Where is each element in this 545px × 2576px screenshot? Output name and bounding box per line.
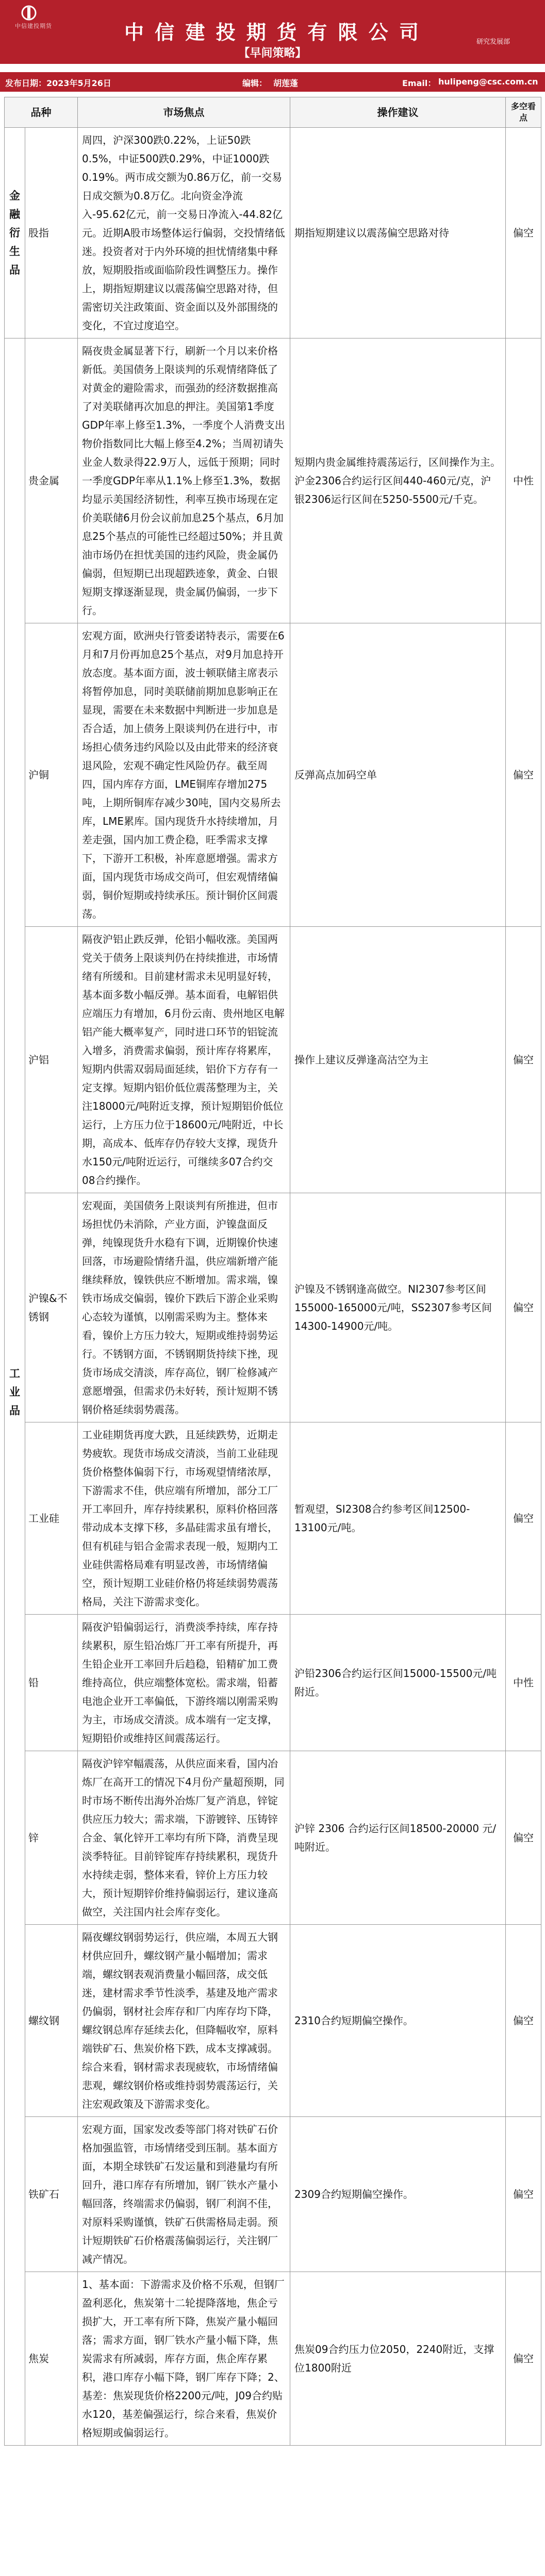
direction-cell: 偏空 bbox=[506, 623, 541, 927]
direction-cell: 偏空 bbox=[506, 1422, 541, 1615]
logo-text: 中信建投期货 bbox=[15, 23, 52, 29]
table-row bbox=[5, 623, 541, 927]
table-row bbox=[5, 1615, 541, 1751]
market-focus-cell: 隔夜沪铅偏弱运行，消费淡季持续，库存持续累积，原生铅冶炼厂开工率有所提升，再生铅企业开工率回升后趋稳，铅精矿加工费维持高位，供应端整体宽松。需求端，铅蓄电池企业开工率偏低，下游终端以刚需采购为主，市场成交清淡。成本端有一定支撑，短期铅价或维持区间震荡运行。 bbox=[78, 1615, 290, 1751]
direction-cell: 中性 bbox=[506, 1615, 541, 1751]
header-direction: 多空看点 bbox=[506, 97, 541, 128]
table-row bbox=[5, 1751, 541, 1925]
suggestion-cell: 焦炭09合约压力位2050，2240附近，支撑位1800附近 bbox=[290, 2272, 506, 2446]
market-focus-cell: 宏观方面，欧洲央行管委诺特表示，需要在6月和7月份再加息25个基点，对9月加息持开放态度。基本面方面，波士顿联储主席表示将暂停加息，同时美联储前期加息影响正在显现，需要在未来数据中判断进一步加息是否合适，加上债务上限谈判仍在进行中，市场担心债务违约风险以及由此带来的经济衰退风险，宏观不确定性风险仍存。截至周四，国内库存方面，LME铜库存增加275吨，上期所铜库存减少30吨，国内交易所去库，LME累库。国内现货升水持续增加，月差走强，国内加工费企稳，旺季需求支撑下，下游开工积极，补库意愿增强。需求方面，国内现货市场成交尚可，但宏观情绪偏弱，铜价短期或持续承压。预计铜价区间震荡。 bbox=[78, 623, 290, 927]
table-row bbox=[5, 1193, 541, 1422]
variety-cell: 沪镍&不锈钢 bbox=[25, 1193, 78, 1422]
direction-cell: 偏空 bbox=[506, 2117, 541, 2272]
table-row bbox=[5, 2117, 541, 2272]
suggestion-cell: 沪锌 2306 合约运行区间18500-20000 元/吨附近。 bbox=[290, 1751, 506, 1925]
variety-cell: 沪铝 bbox=[25, 927, 78, 1193]
email-address[interactable]: hulipeng@csc.com.cn bbox=[438, 77, 538, 87]
suggestion-cell: 2310合约短期偏空操作。 bbox=[290, 1925, 506, 2117]
table-row bbox=[5, 1925, 541, 2117]
suggestion-cell: 短期内贵金属维持震荡运行，区间操作为主。沪金2306合约运行区间440-460元/克，沪银2306运行区间在5250-5500元/千克。 bbox=[290, 338, 506, 623]
variety-cell: 锌 bbox=[25, 1751, 78, 1925]
suggestion-cell: 反弹高点加码空单 bbox=[290, 623, 506, 927]
market-focus-cell: 工业硅期货再度大跌，且延续跌势，近期走势疲软。现货市场成交清淡，当前工业硅现货价格整体偏弱下行，市场观望情绪浓厚，下游需求不佳，供应端有所增加，部分工厂开工率回升，库存持续累积，原料价格回落带动成本支撑下移，多晶硅需求虽有增长，但有机硅与铝合金需求表现一般，短期内工业硅供需格局难有明显改善，市场情绪偏空，预计短期工业硅价格仍将延续弱势震荡格局，关注下游需求变化。 bbox=[78, 1422, 290, 1615]
strategy-table bbox=[4, 97, 541, 2446]
suggestion-cell: 期指短期建议以震荡偏空思路对待 bbox=[290, 128, 506, 338]
market-focus-cell: 周四，沪深300跌0.22%，上证50跌0.5%，中证500跌0.29%，中证1000跌0.19%。两市成交额为0.86万亿，前一交易日成交额为0.8万亿。北向资金净流入-95.62亿元，前一交易日净流入-44.82亿元。近期A股市场整体运行偏弱，交投情绪低迷。投资者对于内外环境的担忧情绪集中释放，短期股指或面临阶段性调整压力。操作上，期指短期建议以震荡偏空思路对待，但需密切关注政策面、资金面以及外部围绕的变化，不宜过度追空。 bbox=[78, 128, 290, 338]
table-row bbox=[5, 128, 541, 338]
company-name: 中 信 建 投 期 货 有 限 公 司 bbox=[124, 21, 421, 44]
market-focus-cell: 1、基本面：下游需求及价格不乐观，但钢厂盈利恶化，焦炭第十二轮提降落地，焦企亏损扩大，开工率有所下降，焦炭产量小幅回落；需求方面，钢厂铁水产量小幅下降，焦炭需求有所减弱，库存方面，焦企库存累积，港口库存小幅下降，钢厂库存下降；2、基差：焦炭现货价格2200元/吨，J09合约贴水120，基差偏强运行，综合来看，焦炭价格短期或偏弱运行。 bbox=[78, 2272, 290, 2446]
variety-cell: 铅 bbox=[25, 1615, 78, 1751]
publish-date: 2023年5月26日 bbox=[46, 78, 111, 88]
editor-label: 编辑： bbox=[242, 78, 268, 88]
market-focus-cell: 隔夜沪铝止跌反弹，伦铝小幅收涨。美国两党关于债务上限谈判仍在持续推进，市场情绪有所缓和。目前建材需求未见明显好转，基本面多数小幅反弹。基本面看，电解铝供应端压力有增加，6月份云南、贵州地区电解铝产能大概率复产，同时进口环节的铝锭流入增多，消费需求偏弱，预计库存将累库，短期内供需双弱局面延续，铝价下方存有一定支撑。短期内铝价低位震荡整理为主，关注18000元/吨附近支撑，预计短期铝价低位运行，上方压力位于18600元/吨附近，中长期，高成本、低库存仍存较大支撑，现货升水150元/吨附近运行，可继续多07合约交08合约操作。 bbox=[78, 927, 290, 1193]
direction-cell: 偏空 bbox=[506, 128, 541, 338]
section-label: 工业品 bbox=[5, 338, 25, 2446]
direction-cell: 偏空 bbox=[506, 1751, 541, 1925]
direction-cell: 偏空 bbox=[506, 2272, 541, 2446]
market-focus-cell: 隔夜螺纹钢弱势运行，供应端，本周五大钢材供应回升，螺纹钢产量小幅增加；需求端，螺纹钢表观消费量小幅回落，成交低迷，建材需求季节性淡季，基建及地产需求仍偏弱，钢材社会库存和厂内库存均下降，螺纹钢总库存延续去化，但降幅收窄，原料端铁矿石、焦炭价格下跌，成本支撑减弱。综合来看，钢材需求表现疲软，市场情绪偏悲观，螺纹钢价格或维持弱势震荡运行，关注宏观政策及下游需求变化。 bbox=[78, 1925, 290, 2117]
table-row bbox=[5, 2272, 541, 2446]
variety-cell: 工业硅 bbox=[25, 1422, 78, 1615]
market-focus-cell: 宏观面，美国债务上限谈判有所推进，但市场担忧仍未消除，产业方面，沪镍盘面反弹，纯镍现货升水稳有下调，近期镍价快速回落，市场避险情绪升温，供应端新增产能继续释放，镍铁供应不断增加。需求端，镍铁市场成交偏弱，镍价下跌后下游企业采购心态较为谨慎，以刚需采购为主。整体来看，镍价上方压力较大，短期或维持弱势运行。不锈钢方面，不锈钢期货持续下挫，现货市场成交清淡，库存高位，钢厂检修减产意愿增强，但需求仍未好转，预计短期不锈钢价格延续弱势震荡。 bbox=[78, 1193, 290, 1422]
suggestion-cell: 2309合约短期偏空操作。 bbox=[290, 2117, 506, 2272]
email-label: Email： bbox=[402, 78, 436, 88]
suggestion-cell: 沪铅2306合约运行区间15000-15500元/吨附近。 bbox=[290, 1615, 506, 1751]
table-header-row bbox=[5, 97, 541, 128]
variety-cell: 股指 bbox=[25, 128, 78, 338]
suggestion-cell: 暂观望，SI2308合约参考区间12500-13100元/吨。 bbox=[290, 1422, 506, 1615]
table-row bbox=[5, 338, 541, 623]
suggestion-cell: 操作上建议反弹逢高沽空为主 bbox=[290, 927, 506, 1193]
market-focus-cell: 宏观方面，国家发改委等部门将对铁矿石价格加强监管，市场情绪受到压制。基本面方面，本期全球铁矿石发运量和到港量均有所回升，港口库存有所增加，钢厂铁水产量小幅回落，终端需求仍偏弱，钢厂利润不佳，对原料采购谨慎，铁矿石供需格局走弱。预计短期铁矿石价格震荡偏弱运行，关注钢厂减产情况。 bbox=[78, 2117, 290, 2272]
editor-name: 胡莲蓬 bbox=[273, 78, 299, 88]
suggestion-cell: 沪镍及不锈钢逢高做空。NI2307参考区间155000-165000元/吨，SS2307参考区间14300-14900元/吨。 bbox=[290, 1193, 506, 1422]
market-focus-cell: 隔夜沪锌窄幅震荡，从供应面来看，国内冶炼厂在高开工的情况下4月份产量超预期，同时市场不断传出海外冶炼厂复产消息，锌锭供应压力较大；需求端，下游镀锌、压铸锌合金、氧化锌开工率均有所下降，消费呈现淡季特征。目前锌锭库存持续累积，现货升水持续走弱，整体来看，锌价上方压力较大，预计短期锌价维持偏弱运行，建议逢高做空，关注国内社会库存变化。 bbox=[78, 1751, 290, 1925]
header-variety: 品种 bbox=[5, 97, 78, 128]
header-banner bbox=[0, 0, 545, 64]
header-suggestion: 操作建议 bbox=[290, 97, 506, 128]
direction-cell: 偏空 bbox=[506, 1925, 541, 2117]
table-row bbox=[5, 1422, 541, 1615]
section-label: 金融衍生品 bbox=[5, 128, 25, 338]
variety-cell: 螺纹钢 bbox=[25, 1925, 78, 2117]
date-label: 发布日期： bbox=[5, 78, 47, 88]
variety-cell: 贵金属 bbox=[25, 338, 78, 623]
direction-cell: 偏空 bbox=[506, 1193, 541, 1422]
variety-cell: 焦炭 bbox=[25, 2272, 78, 2446]
variety-cell: 铁矿石 bbox=[25, 2117, 78, 2272]
market-focus-cell: 隔夜贵金属显著下行，刷新一个月以来价格新低。美国债务上限谈判的乐观情绪降低了对黄金的避险需求，而强劲的经济数据推高了对美联储再次加息的押注。美国第1季度GDP年率上修至1.3%，一季度个人消费支出物价指数同比大幅上修至4.2%；当周初请失业金人数录得22.9万人，远低于预期；同时一季度GDP年率从1.1%上修至1.3%，数据均显示美国经济韧性，利率互换市场现在定价美联储6月份会议前加息25个基点，6月加息25个基点的可能性已经超过50%；并且黄油市场仍在担忧美国的违约风险，贵金属仍偏弱，但短期已出现超跌迹象，黄金、白银短期支撑逐渐显现，贵金属仍偏弱，一步下行。 bbox=[78, 338, 290, 623]
direction-cell: 偏空 bbox=[506, 927, 541, 1193]
table-body bbox=[5, 128, 541, 2446]
department: 研究发展部 bbox=[476, 38, 510, 46]
header-focus: 市场焦点 bbox=[78, 97, 290, 128]
info-bar bbox=[0, 72, 545, 92]
variety-cell: 沪铜 bbox=[25, 623, 78, 927]
direction-cell: 中性 bbox=[506, 338, 541, 623]
table-row bbox=[5, 927, 541, 1193]
report-type: 【早间策略】 bbox=[238, 47, 307, 60]
